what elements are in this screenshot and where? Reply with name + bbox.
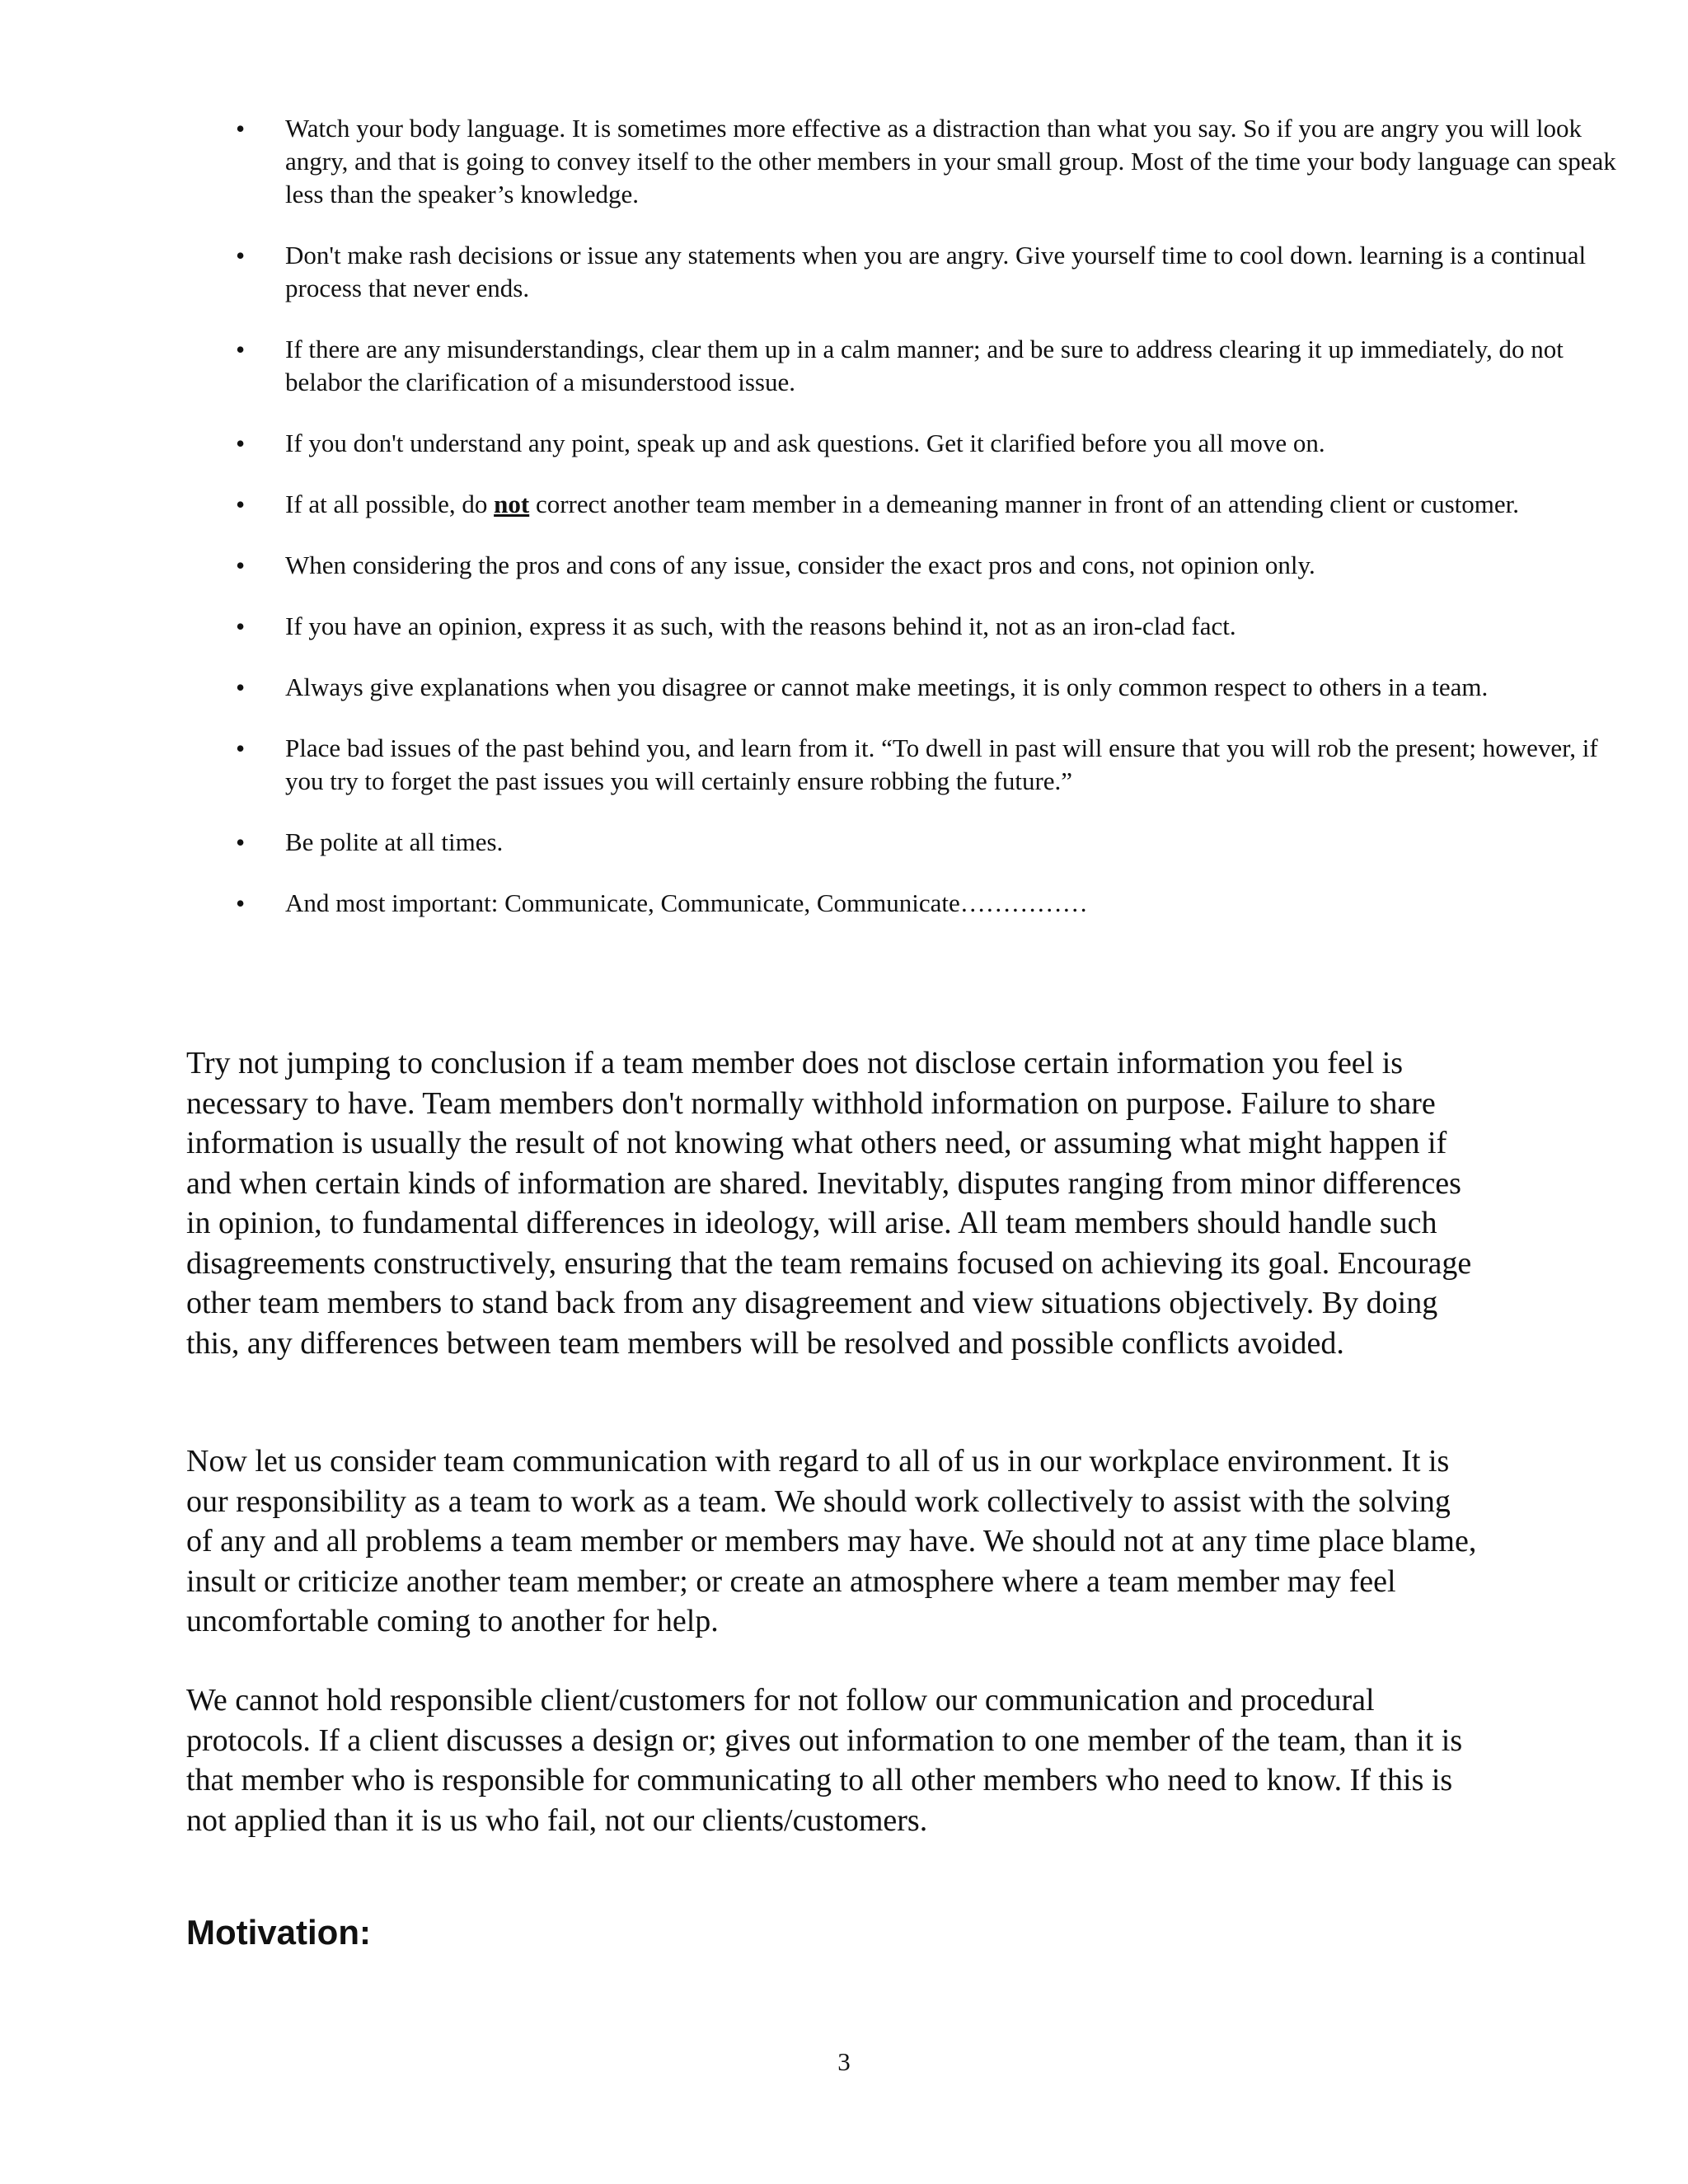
list-item-text-before: If at all possible, do — [285, 490, 495, 518]
bullet-icon: • — [236, 335, 246, 364]
list-item — [0, 112, 1620, 211]
paragraph-client-responsibility: We cannot hold responsible client/customers for not follow our communication and procedural protocols. If a client discusses a design or; gives out information to one member of the team, than it is that member who is responsible for communicating to all other members who need to know. If this is not applied than it is us who fail, not our clients/customers. — [186, 1683, 1463, 1838]
list-item — [0, 427, 1620, 460]
list-item — [0, 549, 1620, 582]
list-item-text: Be polite at all times. — [285, 827, 504, 856]
section-heading-motivation: Motivation: — [186, 1913, 371, 1952]
bullet-icon: • — [236, 827, 246, 857]
paragraph-disclosure: Try not jumping to conclusion if a team member does not disclose certain information you feel is necessary to have. Team members don't normally withhold information on purpose. Failure to share information is usually the result of not knowing what others need, or assuming what might happen if and when certain kinds of information are shared. Inevitably, disputes ranging from minor differences in opinion, to fundamental differences in ideology, will arise. All team members should handle such disagreements constructively, ensuring that the team remains focused on achieving its goal. Encourage other team members to stand back from any disagreement and view situations objectively. By doing this, any differences between team members will be resolved and possible conflicts avoided. — [186, 1046, 1472, 1361]
list-item-text: Watch your body language. It is sometimes more effective as a distraction than what you say. So if you are angry you will look angry, and that is going to convey itself to the other members in your small group. Most of the time your body language can speak less than the speaker’s knowledge. — [285, 114, 1616, 209]
list-item — [0, 671, 1620, 704]
list-item-text — [285, 490, 1519, 518]
bullet-icon: • — [236, 114, 246, 143]
bullet-icon: • — [236, 551, 246, 580]
bullet-icon: • — [236, 612, 246, 641]
list-item-text: Place bad issues of the past behind you, and learn from it. “To dwell in past will ensure that you will rob the present; however, if you try to forget the past issues you will certainly ensure robbing the future.” — [285, 733, 1598, 795]
emphasis-not: not — [494, 490, 530, 518]
list-item — [0, 239, 1620, 305]
list-item-text: When considering the pros and cons of any issue, consider the exact pros and cons, not opinion only. — [285, 551, 1315, 579]
bullet-icon: • — [236, 673, 246, 702]
list-item-text: And most important: Communicate, Communicate, Communicate…………… — [285, 888, 1088, 917]
paragraph-team-communication: Now let us consider team communication with regard to all of us in our workplace environment. It is our responsibility as a team to work as a team. We should work collectively to assist with the solving of any and all problems a team member or members may have. We should not at any time place blame, insult or criticize another team member; or create an atmosphere where a team member may feel uncomfortable coming to another for help. — [186, 1444, 1477, 1638]
list-item-text: If you have an opinion, express it as such, with the reasons behind it, not as an iron-clad fact. — [285, 612, 1236, 640]
list-item — [0, 887, 1620, 920]
bullet-icon: • — [236, 429, 246, 458]
guidelines-bullet-list — [0, 112, 1688, 948]
list-item-text: If you don't understand any point, speak up and ask questions. Get it clarified before you all move on. — [285, 429, 1325, 457]
bullet-icon: • — [236, 241, 246, 270]
page-number: 3 — [837, 2047, 851, 2076]
bullet-icon: • — [236, 733, 246, 763]
list-item — [0, 610, 1620, 643]
bullet-icon: • — [236, 490, 246, 519]
list-item — [0, 488, 1620, 521]
list-item — [0, 826, 1620, 859]
list-item-text: If there are any misunderstandings, clear them up in a calm manner; and be sure to address clearing it up immediately, do not belabor the clarification of a misunderstood issue. — [285, 335, 1564, 396]
list-item-text: Don't make rash decisions or issue any statements when you are angry. Give yourself time to cool down. learning is a continual process that never ends. — [285, 241, 1587, 302]
list-item-text: Always give explanations when you disagree or cannot make meetings, it is only common respect to others in a team. — [285, 673, 1489, 701]
list-item-text-after: correct another team member in a demeaning manner in front of an attending client or customer. — [529, 490, 1519, 518]
list-item — [0, 333, 1620, 399]
bullet-icon: • — [236, 888, 246, 918]
list-item — [0, 732, 1620, 798]
